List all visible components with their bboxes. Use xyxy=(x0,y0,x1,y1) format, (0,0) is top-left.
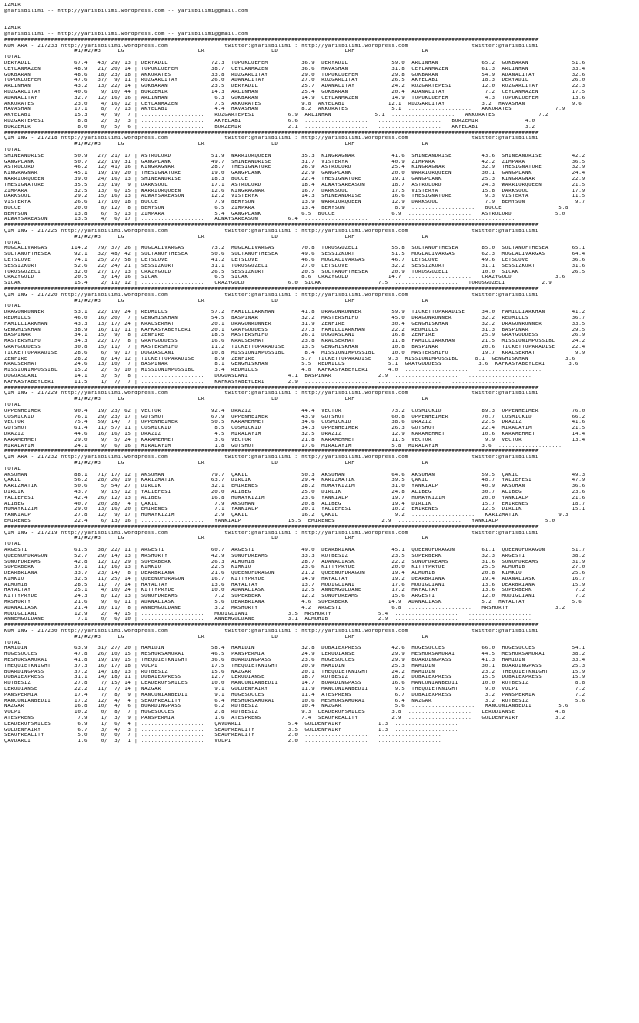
table-row: ANNEMGÜLDANE 7.1 0/ 6/ 10 | ................... ANNEMGÜLDANE 3.1 ALMUHIB 2.9 ................... ................... xyxy=(4,617,532,623)
table-row: RÜTBESIZ 27.8 7/ 15/ 14 | LEADEROFSMILES 10.0 MANCUNIANBEDII 14.7 BOARDINGPASS 16.6 MANCUNIANBEDII 10.0 RÜTBESIZ 8.8 xyxy=(4,681,586,687)
separator-line: ################################################################################################################################################################ xyxy=(4,385,539,391)
table-row: THEQUIETKNIGHT 37.3 16/ 17/ 18 | VOLPI 17.5 THEQUIETKNIGHT 20.9 HAMIDIN 25.3 HAMIDIN 30.1 BOARDINGPASS 25.3 xyxy=(4,663,586,669)
total-label: TOTAL xyxy=(4,640,21,646)
table-row: AKKORATES 23.0 4/ 16/ 12 | CEYLANMAZEN 7.5 AKKORATES 9.8 AKYELABI 12.1 RÜZGARLITAY 3.2 HAVASHAN 9.6 xyxy=(4,101,582,107)
separator-line: ################################################################################################################################################################ xyxy=(4,623,539,629)
table-row: CEYLANMAZEN 48.9 21/ 20/ 14 | TOPUKLUEFEM 38.7 CEYLANMAZEN 36.6 HAVASHAN 31.8 CEYLANMAZEN 61.3 ARLINHAN 33.4 xyxy=(4,66,586,72)
total-label: TOTAL xyxy=(4,55,21,61)
table-row: KIMKIO 32.5 11/ 25/ 14 | QUEENOFDRAGON 16.7 KITTYPRYDE 14.9 HAYALTAY 19.2 DEARBRIANA 19.4 ADANALIASK 16.7 xyxy=(4,576,586,582)
table-row: ZIMPARA 32.5 13/ 6/ 15 | WARRIORQUEEN 12.6 KINGRAGNAR 16.7 DARKSOUL 17.5 VISTERYA 15.8 DARKSOUL 17.9 xyxy=(4,188,586,194)
column-header: #1/#2/#3 LG LR LD LRF LA xyxy=(4,49,429,55)
table-row: SONOFDREAMS 42.8 12/ 12/ 29 | SUPERBERK 26.3 ALMUHIB 28.7 ADANALIASK 22.2 SONOFDREAMS 31.6 SONOFDREAMS 31.9 xyxy=(4,559,586,565)
table-row: ALWAYSAREASON 13.5 4/ 6/ 17 | ................... ALWAYSAREASON 6.4 ................... ................... ................... xyxy=(4,217,515,223)
table-row: VECTOR 75.4 59/ 14/ 7 | OPPENHEIMER 50.5 KARAMEHMET 34.6 COSMICKID 38.6 DRAZIZ 22.5 DRAZIZ 41.6 xyxy=(4,420,586,426)
table-row: SESSIZKURT 52.6 22/ 24/ 21 | SESSIZKURT 31.1 TOROSGÜZELI 27.0 LETSLOVE 32.2 SESSIZKURT 31.1 SESSIZKURT 31.6 xyxy=(4,263,586,269)
table-row: HAVASHAN 17.1 8/ 7/ 13 | AKYELABI 4.4 HAVASHAN 8.2 AKKORATES 5.1 ................... AKKORATES 7.9 xyxy=(4,107,566,113)
table-row: MRSHORTY 21.6 9/ 6/ 11 | ADANALIASK 5.6 DEARBRIANA 4.6 SUPERBERK 14.9 ADANALIASK 5.2 HAYALTAY 5.6 xyxy=(4,600,582,606)
column-header: #1/#2/#3 LG LR LD LRF LA xyxy=(4,397,429,403)
race-title: ÇIM ARA - 217232 http://yarisbilimi.wordpress.com twitter:@YarisBilimi : http://yarisbilimi.wordpress.com twitter:@YarisBilimi xyxy=(4,455,539,461)
table-row: HUGESUCCES 47.8 26/ 10/ 15 | MESHURSAMURAI 46.5 PANSPERMIA 24.9 LERODIANSE 29.9 MESHURSAMURAI 44.5 MESHURSAMURAI 38.2 xyxy=(4,652,586,658)
table-row: MESHURSAMURAI 41.8 19/ 19/ 15 | THEQUIETKNIGHT 36.6 BOARDINGPASS 23.6 HUGESUCCES 29.9 BOARDINGPASS 41.3 HAMIDIN 33.4 xyxy=(4,658,586,664)
table-row: MUGLALIVARGAS 114.2 79/ 37/ 26 | MUGLALIVARGAS 73.2 MUGLALIVARGAS 70.8 TOROSGÜZELI 55.8 SULTANOFTHESEA 85.0 SULTANOFTHESEA 65.1 xyxy=(4,246,586,252)
table-row: MASTERSHIFU 34.3 22/ 17/ 8 | GRAYGODDESS 16.6 KRALSERHAT 23.8 KRALSERHAT 11.8 FAMILLIARKHAN 21.5 MISSIONIMPOSSIBL 24.2 xyxy=(4,339,586,345)
separator-line: ################################################################################################################################################################ xyxy=(4,449,539,455)
column-header: #1/#2/#3 LG LR LD LRF LA xyxy=(4,634,429,640)
table-row: LEADEROFSMILES 6.9 1/ 6/ 4 | ................... ÇAVDARLI 5.4 GOLDENFAIRY 1.3 ................... xyxy=(4,721,459,727)
table-row: DUBAIEXPRESS 31.1 14/ 18/ 11 | DUBAIEXPRESS 12.7 LERODIANSE 18.7 RÜTBESIZ 18.2 DUBAIEXPRESS 15.5 DUBAIEXPRESS 15.9 xyxy=(4,675,586,681)
table-row: VOLPI 10.2 0/ 8/ 7 | HUGESUCCES 2.8 RÜTBESIZ 9.3 LEADEROFSMILES 3.8 ................... LERODIANSE 4.8 xyxy=(4,710,566,716)
table-row: GANGPLANK 50.7 22/ 19/ 31 | GANGPLANK 49.7 SHINEANDRISE 31.7 VISTERYA 40.9 ZIMPARA 42.2 ZIMPARA 36.5 xyxy=(4,159,586,165)
total-label: TOTAL xyxy=(4,240,21,246)
table-row: GÖKBARAN 48.6 18/ 23/ 18 | AKKORATES 33.8 RÜZGARLITAY 29.0 TOPUKLUEFEM 29.8 GÖKBARAN 54.9 ADANALITAY 32.6 xyxy=(4,72,586,78)
table-row: ADANALITAY 32.7 12/ 16/ 16 | ARLINHAN 6.3 GÖKBARAN 14.9 CEYLANMAZEN 14.9 TOPUKLUEFEM 4.3 TOPUKLUEFEM 13.6 xyxy=(4,95,586,101)
table-row: LETSLOVE 74.1 25/ 27/ 58 | LETSLOVE 41.2 LETSLOVE 46.6 MUGLALIVARGAS 46.7 LETSLOVE 49.6 LETSLOVE 36.6 xyxy=(4,258,586,264)
table-row: DOGUASLANI 14.1 3/ 5/ 8 | ................... DOGUASLANI 4.1 BASPINAR 2.9 ................... ................... xyxy=(4,374,532,379)
table-row: DRAGONRUNNER 53.1 22/ 19/ 24 | REDMILLS 57.2 FAMILLIARKHAN 41.8 DRAGONRUNNER 59.9 TICKETTOPARADISE 34.0 FAMILLIARKHAN 41.2 xyxy=(4,310,586,316)
column-header: #1/#2/#3 LG LR LD LRF LA xyxy=(4,536,429,542)
table-row: DIRLIK 43.7 9/ 15/ 12 | YALIEFESI 20.0 ALIBEG 25.0 DIRLIK 24.8 ALIBEG 30.7 ALIBEG 23.6 xyxy=(4,489,586,495)
total-label: TOTAL xyxy=(4,402,21,408)
table-row: YALIEFESI 42.4 26/ 12/ 13 | ALIBEG 16.8 HUMAYKIZIM 23.6 YANKIALP 19.7 HUMAYKIZIM 20.0 YANKIALP 21.6 xyxy=(4,495,586,501)
table-row: ZENFIRE 28.2 8/ 14/ 12 | TICKETTOPARADISE 8.9 ZENFIRE 5.7 TICKETTOPARADISE 9.3 MISSIONIMPOSSIBL 8.1 GENGHISKHAN 3.6 xyxy=(4,356,576,362)
total-label: TOTAL xyxy=(4,466,21,472)
contact-line: @YarisBilimi -- http://yarisbilimi.wordpress.com -- yarisbilimi@gmail.com xyxy=(4,31,248,37)
table-row: ALMUHIB 28.5 11/ 7/ 14 | HAYALTAY 13.6 HAYALTAY 13.7 MODIGLIANI 17.6 MODIGLIANI 13.6 DEARBRIANA 15.9 xyxy=(4,582,586,588)
column-header: #1/#2/#3 LG LR LD LRF LA xyxy=(4,234,429,240)
table-row: ÇAVDARLI 1.6 0/ 3/ 1 | ................... VOLPI 2.0 ................... ................... xyxy=(4,739,442,745)
table-row: HAYALTAY 25.1 4/ 10/ 24 | KITTYPRYDE 10.0 ADANALIASK 12.5 ANNEMGÜLDANE 17.2 HAYALTAY 13.6 SUPERBERK 7.2 xyxy=(4,588,586,594)
city-title: IZMIR xyxy=(4,3,21,8)
table-row: HUMAYKIZIM 29.0 13/ 16/ 20 | EMIRENES 7.1 YANKIALP 20.1 YALIEFESI 10.2 EMIRENES 12.5 DIRLIK 15.1 xyxy=(4,507,586,513)
table-row: VISTERYA 26.6 17/ 10/ 18 | BOCCE 7.9 BEMYSUN 13.9 WARRIORQUEEN 12.9 DARKSOUL 7.9 BEMYSUN 9.7 xyxy=(4,200,586,206)
table-row: GUTSHOT 61.4 11/ 57/ 11 | COSMICKID 8.5 COSMICKID 34.3 OPPENHEIMER 26.3 GUTSHOT 22.4 MIRALAYIM 21.5 xyxy=(4,426,586,432)
table-row: MANCUNIANBEDII 17.2 12/ 4/ 4 | SEAOFREALITY 6.4 MESHURSAMURAI 10.6 MESHURSAMURAI 6.4 NAZGAR 3.2 RÜTBESIZ 5.6 xyxy=(4,698,586,704)
table-row: GOLDENFAIRY 6.7 3/ 4/ 3 | ................... SEAOFREALITY 3.5 GOLDENFAIRY 1.3 ................... xyxy=(4,727,459,733)
race-block xyxy=(4,525,636,624)
table-row: EMIRENES 22.4 6/ 13/ 16 | ................... YANKIALP 15.5 EMIRENES 2.9 ................... YANKIALP 5.0 xyxy=(4,518,556,524)
table-row: ARLINHAN 43.2 13/ 22/ 14 | GÖKBARAN 23.5 DERYADIL 25.7 ADANALITAY 24.2 RÜZGARTEPESI 12.0 RÜZGARLITAY 22.3 xyxy=(4,84,586,90)
table-row: NAZGAR 16.8 10/ 4/ 6 | BOARDINGPASS 6.2 RÜTBESIZ 10.4 NAZGAR 5.6 ................... MANCUNIANBEDII 5.6 xyxy=(4,704,569,710)
table-row: RÜZGARLITAY 40.6 9/ 10/ 44 | BORZEMIR 14.3 ARLINHAN 25.4 GÖKBARAN 20.4 ADANALITAY 7.2 CEYLANMAZEN 17.5 xyxy=(4,89,586,95)
table-row: TOPUKLUEFEM 47.6 37/ 9/ 11 | RÜZGARLITAY 26.0 ADANALITAY 27.0 RÜZGARLITAY 26.5 AKYELABI 18.3 DERYADIL 26.0 xyxy=(4,78,586,84)
table-row: TOROSGÜZELI 32.0 27/ 17/ 13 | CRAZYGOLD 26.5 SESSIZKURT 20.5 SULTANOFTHESEA 20.9 TOROSGÜZELI 10.0 SICAK 26.5 xyxy=(4,269,586,275)
table-row: BORZEMIR 8.0 0/ 5/ 6 | ................... BORZEMIR 2.1 ................... ................... AKYELABI 3.2 xyxy=(4,124,535,130)
table-row: BOARDINGPASS 37.2 14/ 18/ 13 | RÜTBESIZ 15.6 NAZGAR 20.1 THEQUIETKNIGHT 24.2 HAMIDIN 23.2 THEQUIETKNIGHT 15.9 xyxy=(4,669,586,675)
table-row: BASPINAR 34.1 15/ 9/ 8 | ZENFIRE 18.5 MASTERSHIFU 26.1 DOGUASLANI 16.8 ZENFIRE 25.9 GRAYGODDESS 26.9 xyxy=(4,333,586,339)
contact-line: @YarisBilimi -- http://yarisbilimi.wordpress.com -- yarisbilimi@gmail.com xyxy=(4,8,248,14)
race-title: ÇIM ING - 217218 http://yarisbilimi.wordpress.com twitter:@YarisBilimi : http://yarisbilimi.wordpress.com twitter:@YarisBilimi xyxy=(4,136,539,142)
table-row: KINGRAGNAR 45.1 19/ 19/ 20 | THESIGNATURE 19.0 GANGPLANK 22.9 GANGPLANK 20.0 WARRIORQUEEN 30.1 GANGPLANK 24.4 xyxy=(4,171,586,177)
city-title: IZMIR xyxy=(4,26,21,32)
table-row: ATESPRENS 7.9 1/ 3/ 9 | PANSPERMIA 1.6 ATESPRENS 7.4 SEAOFREALITY 2.9 ................... GOLDENFAIRY 3.2 xyxy=(4,716,566,722)
column-header: #1/#2/#3 LG LR LD LRF LA xyxy=(4,460,429,466)
table-row: WARRIORQUEEN 39.0 24/ 16/ 13 | SHINEANDRISE 18.3 BOCCE 22.4 THESIGNATURE 19.1 GANGPLANK 25.3 KINGRAGNAR 22.9 xyxy=(4,176,586,182)
race-title: KUM ARA - 217233 http://yarisbilimi.wordpress.com twitter:@YarisBilimi : http://yarisbilimi.wordpress.com twitter:@YarisBilimi xyxy=(4,43,539,49)
table-row: PANSPERMIA 17.4 7/ 8/ 9 | MANCUNIANBEDII 9.1 HUGESUCCES 11.4 ATESPRENS 6.7 DUBAIEXPRESS 3.2 PANSPERMIA 7.2 xyxy=(4,692,586,698)
separator-line: ################################################################################################################################################################ xyxy=(4,287,539,293)
table-row: TICKETTOPARADISE 28.6 6/ 9/ 17 | DOGUASLANI 10.8 MISSIONIMPOSSIBL 8.4 MISSIONIMPOSSIBL 10.0 MASTERSHIFU 19.7 KRALSERHAT 9.9 xyxy=(4,350,586,356)
table-row: CRAZYGOLD 20.5 3/ 14/ 16 | SICAK 6.5 SICAK 8.6 CRAZYGOLD 14.7 ................... CRAZYGOLD 3.6 xyxy=(4,275,566,281)
race-block xyxy=(4,223,636,287)
table-row: DEARBRIANA 33.7 23/ 14/ 8 | DEARBRIANA 21.6 QUEENOFDRAGON 21.2 QUEENOFDRAGON 19.4 ALMUHIB 20.8 KIMKIO 25.6 xyxy=(4,571,586,577)
table-row: THESIGNATURE 35.5 23/ 19/ 9 | DARKSOUL 17.1 ASTROLORD 18.4 ALWAYSAREASON 18.7 ASTROLORD 24.3 WARRIORQUEEN 21.5 xyxy=(4,182,586,188)
table-row: HAMIDIN 63.9 31/ 27/ 20 | HAMIDIN 58.4 HAMIDIN 32.8 DUBAIEXPRESS 42.6 HUGESUCCES 66.0 HUGESUCCES 54.1 xyxy=(4,646,586,652)
table-row: ADANALIASK 21.4 10/ 11/ 8 | ANNEMGÜLDANE 3.2 MRSHORTY 4.2 ARGESTI 6.8 ................... MRSHORTY 3.2 xyxy=(4,605,566,611)
table-row: BOCCE 20.0 8/ 12/ 8 | BEMYSUN 6.5 ZIMPARA 13.4 BEMYSUN 8.9 ................... BOCCE 5.8 xyxy=(4,205,569,211)
race-title: ÇIM ING - 217229 http://yarisbilimi.wordpress.com twitter:@YarisBilimi : http://yarisbilimi.wordpress.com twitter:@YarisBilimi xyxy=(4,391,539,397)
table-row: RÜZGARTEPESI 8.8 2/ 3/ 3 | ................... AKYELABI 6.6 ................... ................... BORZEMIR 4.0 xyxy=(4,118,535,124)
table-row: SULTANOFTHESEA 92.1 32/ 48/ 42 | SULTANOFTHESEA 50.6 SULTANOFTHESEA 49.6 SESSIZKURT 51.5 MUGLALIVARGAS 62.3 MUGLALIVARGAS 64.4 xyxy=(4,252,586,258)
table-row: BEMYSUN 13.8 6/ 5/ 13 | ZIMPARA 5.4 GANGPLANK 6.5 BOCCE 6.9 ................... ASTROLORD 5.0 xyxy=(4,211,566,217)
table-row: YANKIALP 27.8 12/ 9/ 17 | HUMAYKIZIM 2.9 ÇAKIL 16.2 ÇAKIL 9.2 ................... KARIZMATIK 9.3 xyxy=(4,513,569,519)
race-block xyxy=(4,38,636,131)
race-block xyxy=(4,131,636,224)
table-row: KRALSERHAT 24.6 13/ 10/ 7 | BASPINAR 8.1 GENGHISKHAN 5.5 REDMILLS 5.1 GRAYGODDESS 3.6 KAFKASYABEYLERI 3.6 xyxy=(4,362,579,368)
separator-line: ################################################################################################################################################################ xyxy=(4,37,539,43)
table-row: MIRALAYIM 24.1 9/ 6/ 16 | MIRALAYIM 1.8 GUTSHOT 17.6 MIRALAYIM 5.8 MIRALAYIM 3.6 ................... xyxy=(4,443,562,449)
table-row: ALIBEG 40.7 20/ 28/ 4 | ÇAKIL 7.9 AKSUHAN 20.8 ALIBEG 19.4 DIRLIK 15.7 EMIRENES 18.7 xyxy=(4,501,586,507)
table-row: OPPENHEIMER 90.4 19/ 23/ 62 | VECTOR 92.4 DRAZIZ 44.4 VECTOR 73.2 COSMICKID 89.3 OPPENHEIMER 76.0 xyxy=(4,408,586,414)
total-label: TOTAL xyxy=(4,304,21,310)
race-block xyxy=(4,287,636,386)
table-row: SHINEANDRISE 50.9 27/ 21/ 17 | ASTROLORD 51.9 WARRIORQUEEN 35.3 KINGRAGNAR 41.6 SHINEANDRISE 43.6 SHINEANDRISE 42.2 xyxy=(4,153,586,159)
total-label: TOTAL xyxy=(4,542,21,548)
race-block xyxy=(4,449,636,524)
race-block xyxy=(4,386,636,450)
column-header: #1/#2/#3 LG LR LD LRF LA xyxy=(4,298,429,304)
table-row: ÇAKIL 56.2 28/ 26/ 19 | KARIZMATIK 63.7 DIRLIK 29.4 KARIZMATIK 39.5 ÇAKIL 48.7 YALIEFESI 47.9 xyxy=(4,478,586,484)
table-row: AKYELABI 15.3 4/ 9/ 7 | ................... RÜZGARTEPESI 6.9 ARLINHAN 5.1 ................... AKKORATES 7.2 xyxy=(4,113,549,119)
table-row: DARKSOUL 29.2 15/ 16/ 13 | ALWAYSAREASON 12.2 VISTERYA 14.3 SHINEANDRISE 16.6 THESIGNATURE 9.3 VISTERYA 11.5 xyxy=(4,194,586,200)
table-row: ASTROLORD 46.2 12/ 41/ 16 | KINGRAGNAR 28.7 THESIGNATURE 26.9 ASTROLORD 25.4 KINGRAGNAR 32.9 THESIGNATURE 32.9 xyxy=(4,165,586,171)
table-row: SICAK 15.4 2/ 11/ 12 | ................... CRAZYGOLD 6.0 SICAK 7.5 ................... TOROSGÜZELI 2.9 xyxy=(4,281,552,287)
table-row: DERYADIL 67.4 43/ 29/ 13 | DERYADIL 72.3 TOPUKLUEFEM 36.9 DERYADIL 59.0 ARLINHAN 65.2 GÖKBARAN 51.6 xyxy=(4,60,586,66)
table-row: QUEENOFDRAGON 52.7 29/ 14/ 13 | MRSHORTY 42.9 SONOFDREAMS 33.3 RÜTBESIZ 23.5 SUPERBERK 32.3 ARGESTI 38.2 xyxy=(4,553,586,559)
table-row: KAFKASYABEYLERI 11.5 1/ 7/ 7 | ................... KAFKASYABEYLERI 2.9 ................... ................... ................... xyxy=(4,379,515,385)
table-row: AKSUHAN 88.1 71/ 17/ 12 | AKSUHAN 79.7 ÇAKIL 50.3 AKSUHAN 64.6 AKSUHAN 59.5 ÇAKIL 49.3 xyxy=(4,472,586,478)
table-row: ARGESTI 61.5 38/ 22/ 11 | ARGESTI 60.7 ARGESTI 49.0 DEARBRIANA 45.1 QUEENOFDRAGON 61.1 QUEENOFDRAGON 51.7 xyxy=(4,547,586,553)
table-row: MISSIONIMPOSSIBL 15.2 2/ 5/ 10 | MISSIONIMPOSSIBL 3.4 REDMILLS 4.8 KAFKASYABEYLERI 4.0 ................... ................... xyxy=(4,368,542,374)
document xyxy=(4,3,636,745)
table-row: GENGHISKHAN 38.9 16/ 11/ 11 | KAFKASYABEYLERI 20.1 GRAYGODDESS 27.3 FAMILLIARKHAN 22.2 REDMILLS 31.3 BASPINAR 29.5 xyxy=(4,327,586,333)
table-row: SEAOFREALITY 5.0 0/ 0/ 7 | ................... SEAOFREALITY 2.0 ................... ................... xyxy=(4,733,442,739)
races-container xyxy=(4,38,636,745)
table-row: GRAYGODDESS 30.8 15/ 11/ 7 | MASTERSHIFU 11.2 TICKETTOPARADISE 13.5 GENGHISKHAN 10.8 BASPINAR 20.6 TICKETTOPARADISE 22.4 xyxy=(4,345,586,351)
race-title: KUM ING - 217230 http://yarisbilimi.wordpress.com twitter:@YarisBilimi : http://yarisbilimi.wordpress.com twitter:@YarisBilimi xyxy=(4,629,539,635)
table-row: SUPERBERK 37.1 11/ 16/ 13 | KIMKIO 22.5 KIMKIO 23.6 KITTYPRYDE 20.0 KITTYPRYDE 25.5 ALMUHIB 27.0 xyxy=(4,565,586,571)
column-header: #1/#2/#3 LG LR LD LRF LA xyxy=(4,142,429,148)
table-row: FAMILLIARKHAN 43.3 13/ 17/ 24 | KRALSERHAT 20.1 DRAGONRUNNER 31.9 ZENFIRE 30.4 GENGHISKHAN 32.2 DRAGONRUNNER 33.5 xyxy=(4,321,586,327)
race-title: ÇIM ING - 217220 http://yarisbilimi.wordpress.com twitter:@YarisBilimi : http://yarisbilimi.wordpress.com twitter:@YarisBilimi xyxy=(4,292,539,298)
table-row: COSMICKID 76.1 29/ 23/ 17 | GUTSHOT 67.9 OPPENHEIMER 43.9 GUTSHOT 60.8 OPPENHEIMER 70.7 COSMICKID 66.2 xyxy=(4,414,586,420)
race-title: ÇIM ING - 217219 http://yarisbilimi.wordpress.com twitter:@YarisBilimi : http://yarisbilimi.wordpress.com twitter:@YarisBilimi xyxy=(4,530,539,536)
table-row: KITTYPRYDE 24.3 8/ 12/ 13 | SONOFDREAMS 7.2 SUPERBERK 12.2 SONOFDREAMS 15.6 ARGESTI 12.0 MODIGLIANI 7.2 xyxy=(4,594,586,600)
table-row: REDMILLS 46.0 16/ 20/ 7 | GENGHISKHAN 54.5 BASPINAR 32.2 MASTERSHIFU 45.0 DRAGONRUNNER 32.2 REDMILLS 36.7 xyxy=(4,316,586,322)
separator-line: ################################################################################################################################################################ xyxy=(4,130,539,136)
table-row: LERODIANSE 22.2 11/ 7/ 14 | NAZGAR 9.1 GOLDENFAIRY 11.9 MANCUNIANBEDII 9.5 THEQUIETKNIGHT 9.0 VOLPI 7.2 xyxy=(4,687,586,693)
table-row: KARAMEHMET 29.0 9/ 5/ 24 | KARAMEHMET 3.6 VECTOR 21.8 KARAMEHMET 11.5 VECTOR 9.9 VECTOR 13.4 xyxy=(4,437,586,443)
race-block xyxy=(4,623,636,745)
separator-line: ################################################################################################################################################################ xyxy=(4,223,539,229)
table-row: KARIZMATIK 50.6 5/ 54/ 27 | DIRLIK 32.1 EMIRENES 28.2 HUMAYKIZIM 31.0 YANKIALP 40.9 AKSUHAN 36.6 xyxy=(4,484,586,490)
total-label: TOTAL xyxy=(4,147,21,153)
race-title: ÇIM ING - 217225 http://yarisbilimi.wordpress.com twitter:@YarisBilimi : http://yarisbilimi.wordpress.com twitter:@YarisBilimi xyxy=(4,229,539,235)
table-row: MODIGLIANI 12.9 2/ 4/ 15 | ................... MODIGLIANI 3.5 MRSHORTY 5.4 ................... ................... xyxy=(4,611,532,617)
separator-line: ################################################################################################################################################################ xyxy=(4,524,539,530)
table-row: DRAZIZ 44.6 16/ 16/ 15 | DRAZIZ 4.5 MIRALAYIM 32.5 DRAZIZ 12.9 KARAMEHMET 10.6 KARAMEHMET 14.4 xyxy=(4,431,586,437)
